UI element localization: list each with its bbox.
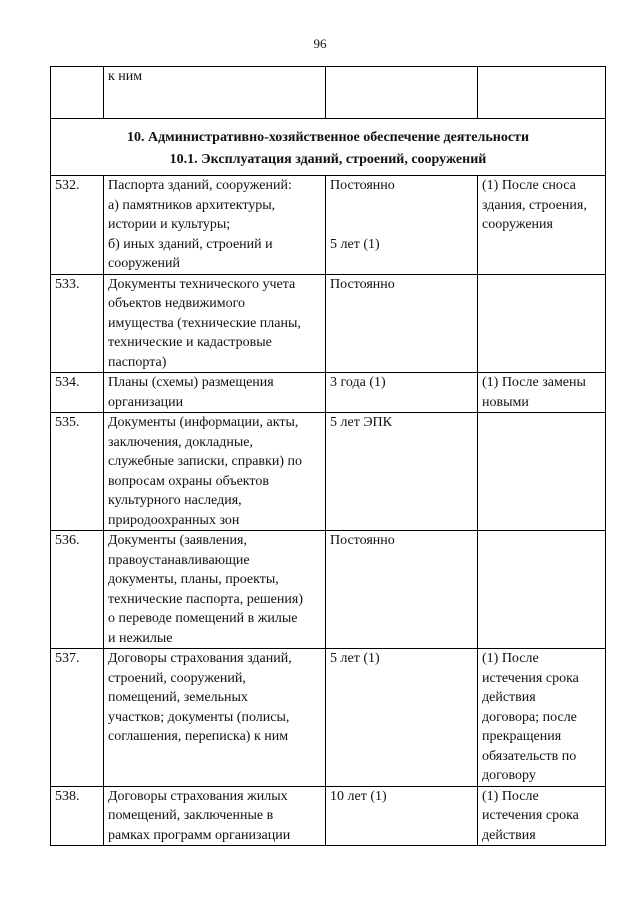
cell-name: [104, 531, 326, 649]
cell-term: [326, 649, 478, 787]
term-value-b: 5 лет (1): [330, 236, 380, 252]
table-row: [51, 786, 606, 846]
cell-name: [104, 176, 326, 275]
name-line: участков; документы (полисы,: [108, 709, 290, 725]
note-line: (1) После замены: [482, 375, 586, 390]
note-line: действия: [482, 827, 536, 843]
name-line: б) иных зданий, строений и: [108, 236, 273, 252]
name-line: организации: [108, 394, 184, 410]
name-line: служебные записки, справки) по: [108, 454, 302, 469]
name-line: заключения, докладные,: [108, 434, 253, 450]
term-value: 10 лет (1): [330, 788, 387, 804]
name-line: технические паспорта, решения): [108, 591, 303, 607]
name-line: технические и кадастровые: [108, 335, 272, 350]
cell-name: [104, 649, 326, 787]
table-row: [51, 649, 606, 787]
cell-note: [478, 649, 606, 787]
cell-num: 537.: [51, 649, 104, 787]
name-line: а) памятников архитектуры,: [108, 197, 276, 213]
name-line: объектов недвижимого: [108, 296, 246, 311]
name-line: помещений, заключенные в: [108, 808, 274, 823]
name-line: правоустанавливающие: [108, 552, 250, 568]
note-line: истечения срока: [482, 808, 579, 823]
name-line: помещений, земельных: [108, 690, 248, 705]
note-line: договора; после: [482, 709, 577, 725]
cell-note: [478, 67, 606, 119]
table-body: [51, 67, 606, 846]
cell-num: 533.: [51, 274, 104, 373]
note-line: прекращения: [482, 729, 562, 744]
name-line: Паспорта зданий, сооружений:: [108, 178, 292, 193]
note-line: истечения срока: [482, 670, 579, 686]
note-line: действия: [482, 690, 536, 705]
name-line: рамках программ организации: [108, 827, 291, 843]
name-line: имущества (технические планы,: [108, 315, 301, 331]
cell-num: 532.: [51, 176, 104, 275]
name-line: и нежилые: [108, 630, 173, 646]
name-line: Договоры страхования жилых: [108, 788, 288, 804]
name-line: сооружений: [108, 256, 181, 271]
table-row: [51, 274, 606, 373]
cell-note: [478, 413, 606, 531]
cell-note: [478, 531, 606, 649]
cell-name: [104, 786, 326, 846]
section-subtitle: 10.1. Эксплуатация зданий, строений, сооружений: [169, 152, 487, 167]
cell-term: [326, 413, 478, 531]
section-header-cell: [51, 119, 606, 176]
section-header-row: [51, 119, 606, 176]
term-value: 3 года (1): [330, 375, 386, 390]
note-line: здания, строения,: [482, 197, 587, 213]
name-line: Документы технического учета: [108, 276, 296, 292]
note-line: сооружения: [482, 217, 553, 232]
name-line: документы, планы, проекты,: [108, 572, 279, 587]
cell-note: [478, 786, 606, 846]
cell-term: [326, 373, 478, 413]
cell-num: 536.: [51, 531, 104, 649]
page-number: 96: [313, 36, 327, 51]
note-line: обязательств по: [482, 748, 577, 764]
note-line: договору: [482, 768, 536, 783]
name-line: Договоры страхования зданий,: [108, 651, 292, 666]
cell-term: [326, 531, 478, 649]
cell-name: [104, 413, 326, 531]
note-line: новыми: [482, 394, 529, 410]
name-line: к ним: [108, 69, 143, 84]
table-row: [51, 176, 606, 275]
table-row-carryover: [51, 67, 606, 119]
name-line: Документы (информации, акты,: [108, 415, 299, 430]
note-line: (1) После сноса: [482, 178, 576, 193]
cell-term: [326, 786, 478, 846]
name-line: строений, сооружений,: [108, 670, 246, 686]
cell-term: [326, 176, 478, 275]
term-value: 5 лет ЭПК: [330, 415, 393, 430]
cell-name: [104, 274, 326, 373]
term-value: Постоянно: [330, 178, 395, 193]
table-row: [51, 373, 606, 413]
name-line: вопросам охраны объектов: [108, 473, 269, 489]
name-line: Документы (заявления,: [108, 533, 247, 548]
note-line: (1) После: [482, 651, 539, 666]
cell-term: [326, 67, 478, 119]
name-line: о переводе помещений в жилые: [108, 611, 298, 626]
term-value: Постоянно: [330, 533, 395, 548]
name-line: Планы (схемы) размещения: [108, 375, 274, 390]
cell-name: [104, 373, 326, 413]
retention-table: [50, 66, 606, 846]
name-line: природоохранных зон: [108, 512, 240, 528]
term-value: Постоянно: [330, 276, 395, 292]
cell-note: [478, 176, 606, 275]
table-row: [51, 531, 606, 649]
cell-term: [326, 274, 478, 373]
cell-num: [51, 67, 104, 119]
section-title: 10. Административно-хозяйственное обеспечение деятельности: [126, 130, 530, 145]
cell-num: 535.: [51, 413, 104, 531]
name-line: соглашения, переписка) к ним: [108, 729, 289, 744]
name-line: паспорта): [108, 354, 167, 370]
term-value: 5 лет (1): [330, 651, 380, 666]
cell-note: [478, 274, 606, 373]
cell-name: [104, 67, 326, 119]
note-line: (1) После: [482, 788, 539, 804]
cell-num: 538.: [51, 786, 104, 846]
table-row: [51, 413, 606, 531]
name-line: культурного наследия,: [108, 493, 242, 508]
cell-num: 534.: [51, 373, 104, 413]
cell-note: [478, 373, 606, 413]
name-line: истории и культуры;: [108, 217, 231, 232]
